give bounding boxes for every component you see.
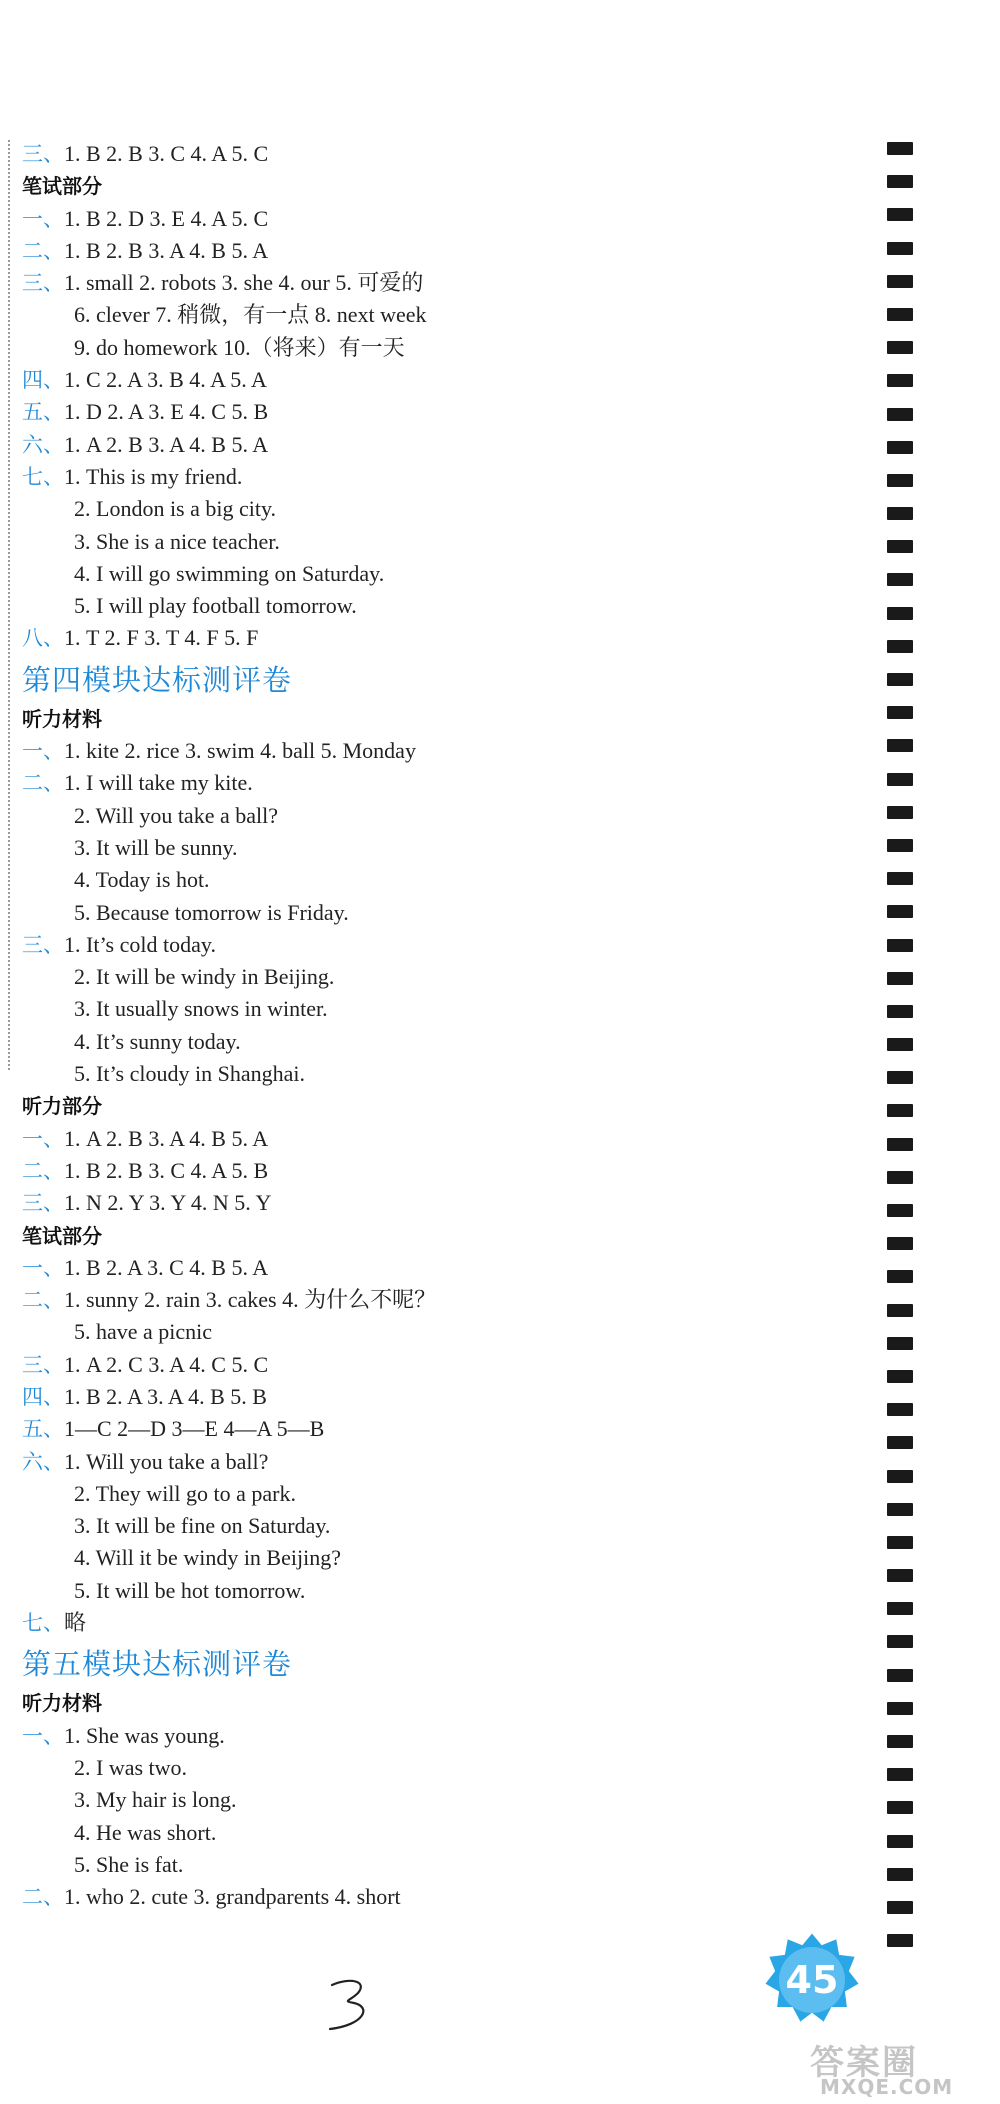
answer-text: 1. It’s cold today. bbox=[64, 931, 216, 957]
part-label: 笔试部分 bbox=[22, 1223, 102, 1248]
answer-line bbox=[22, 1349, 882, 1381]
binding-bar bbox=[887, 1536, 913, 1549]
question-number: 六、 bbox=[22, 432, 64, 457]
answer-line bbox=[22, 1881, 882, 1913]
answer-continuation: 2. I was two. bbox=[74, 1754, 188, 1780]
answer-continuation: 5. It will be hot tomorrow. bbox=[74, 1577, 306, 1603]
page-number: 45 bbox=[785, 1958, 839, 2002]
binding-bar bbox=[887, 1104, 913, 1117]
binding-bar bbox=[887, 1901, 913, 1914]
binding-bar bbox=[887, 540, 913, 553]
binding-bar bbox=[887, 1669, 913, 1682]
binding-bar bbox=[887, 1768, 913, 1781]
question-number: 四、 bbox=[22, 1384, 64, 1409]
binding-bar bbox=[887, 374, 913, 387]
answer-line bbox=[22, 1252, 882, 1284]
part-label: 笔试部分 bbox=[22, 174, 102, 199]
answer-continuation: 3. It will be fine on Saturday. bbox=[74, 1513, 331, 1539]
binding-bar bbox=[887, 1370, 913, 1383]
binding-bar bbox=[887, 1337, 913, 1350]
binding-bar bbox=[887, 1635, 913, 1648]
answer-continuation: 3. It will be sunny. bbox=[74, 834, 238, 860]
answer-text: 1. A 2. B 3. A 4. B 5. A bbox=[64, 1125, 269, 1151]
part-label: 听力材料 bbox=[22, 1691, 102, 1716]
answer-continuation: 3. It usually snows in winter. bbox=[74, 996, 328, 1022]
answer-continuation: 4. It’s sunny today. bbox=[74, 1028, 241, 1054]
answer-line bbox=[22, 735, 882, 767]
answer-continuation: 5. It’s cloudy in Shanghai. bbox=[74, 1061, 305, 1087]
question-number: 四、 bbox=[22, 368, 64, 393]
question-number: 三、 bbox=[22, 1191, 64, 1216]
binding-bar bbox=[887, 839, 913, 852]
answer-line bbox=[22, 267, 882, 299]
answer-line bbox=[22, 364, 882, 396]
answer-text: 1. She was young. bbox=[64, 1722, 225, 1748]
part-label: 听力材料 bbox=[22, 706, 102, 731]
answer-text: 1—C 2—D 3—E 4—A 5—B bbox=[64, 1416, 325, 1442]
answer-line bbox=[22, 622, 882, 654]
question-number: 三、 bbox=[22, 1352, 64, 1377]
answer-line bbox=[22, 1381, 882, 1413]
answer-continuation: 4. He was short. bbox=[74, 1819, 217, 1845]
binding-bar bbox=[887, 1735, 913, 1748]
binding-bar bbox=[887, 1868, 913, 1881]
answer-text: 1. kite 2. rice 3. swim 4. ball 5. Monday bbox=[64, 738, 416, 764]
answer-line bbox=[22, 1446, 882, 1478]
answer-continuation: 9. do homework 10.（将来）有一天 bbox=[74, 334, 405, 360]
binding-bar bbox=[887, 573, 913, 586]
answer-continuation: 4. Will it be windy in Beijing? bbox=[74, 1545, 341, 1571]
binding-bar bbox=[887, 1204, 913, 1217]
answer-line bbox=[22, 1155, 882, 1187]
binding-bar bbox=[887, 1304, 913, 1317]
binding-bar bbox=[887, 706, 913, 719]
question-number: 三、 bbox=[22, 142, 64, 166]
watermark-en: MXQE.COM bbox=[820, 2075, 954, 2099]
binding-bar bbox=[887, 1801, 913, 1814]
binding-bar bbox=[887, 341, 913, 354]
question-number: 二、 bbox=[22, 238, 64, 263]
binding-bar bbox=[887, 1038, 913, 1051]
answer-text: 1. who 2. cute 3. grandparents 4. short bbox=[64, 1884, 401, 1910]
binding-bar bbox=[887, 1702, 913, 1715]
question-number: 二、 bbox=[22, 1288, 64, 1313]
binding-edge-bars bbox=[887, 142, 915, 1967]
site-watermark bbox=[800, 2035, 1000, 2101]
binding-bar bbox=[887, 408, 913, 421]
question-number: 六、 bbox=[22, 1449, 64, 1474]
answer-line bbox=[22, 1413, 882, 1445]
answer-continuation: 5. She is fat. bbox=[74, 1851, 184, 1877]
answer-text: 1. small 2. robots 3. she 4. our 5. 可爱的 bbox=[64, 270, 424, 296]
answer-text: 1. I will take my kite. bbox=[64, 770, 253, 796]
answer-content bbox=[22, 138, 882, 1913]
answer-text: 1. B 2. B 3. C 4. A 5. C bbox=[64, 141, 269, 166]
answer-line bbox=[22, 1720, 882, 1752]
question-number: 一、 bbox=[22, 739, 64, 764]
question-number: 一、 bbox=[22, 1126, 64, 1151]
binding-bar bbox=[887, 806, 913, 819]
binding-bar bbox=[887, 142, 913, 155]
binding-bar bbox=[887, 905, 913, 918]
answer-continuation: 2. Will you take a ball? bbox=[74, 802, 278, 828]
binding-bar bbox=[887, 1005, 913, 1018]
binding-bar bbox=[887, 275, 913, 288]
answer-continuation: 5. have a picnic bbox=[74, 1319, 213, 1345]
answer-continuation: 4. Today is hot. bbox=[74, 867, 210, 893]
section-title: 第四模块达标测评卷 bbox=[22, 662, 293, 697]
answer-line bbox=[22, 1123, 882, 1155]
binding-bar bbox=[887, 1071, 913, 1084]
binding-bar bbox=[887, 441, 913, 454]
binding-bar bbox=[887, 208, 913, 221]
binding-bar bbox=[887, 607, 913, 620]
question-number: 二、 bbox=[22, 771, 64, 796]
section-title: 第五模块达标测评卷 bbox=[22, 1647, 293, 1682]
answer-text: 1. B 2. A 3. A 4. B 5. B bbox=[64, 1383, 267, 1409]
binding-bar bbox=[887, 1503, 913, 1516]
handwritten-mark bbox=[320, 1975, 400, 2035]
answer-text: 1. A 2. B 3. A 4. B 5. A bbox=[64, 431, 269, 457]
answer-text: 1. B 2. B 3. C 4. A 5. B bbox=[64, 1157, 269, 1183]
answer-text: 1. B 2. A 3. C 4. B 5. A bbox=[64, 1254, 269, 1280]
binding-bar bbox=[887, 1171, 913, 1184]
question-number: 八、 bbox=[22, 626, 64, 651]
answer-line bbox=[22, 929, 882, 961]
binding-bar bbox=[887, 1270, 913, 1283]
answer-text: 1. A 2. C 3. A 4. C 5. C bbox=[64, 1351, 269, 1377]
answer-line bbox=[22, 1284, 882, 1316]
answer-continuation: 6. clever 7. 稍微，有一点 8. next week bbox=[74, 302, 427, 328]
answer-text: 1. Will you take a ball? bbox=[64, 1448, 269, 1474]
answer-line bbox=[22, 235, 882, 267]
answer-text: 1. B 2. B 3. A 4. B 5. A bbox=[64, 237, 269, 263]
answer-continuation: 3. My hair is long. bbox=[74, 1787, 237, 1813]
question-number: 一、 bbox=[22, 206, 64, 231]
binding-bar bbox=[887, 1436, 913, 1449]
binding-bar bbox=[887, 939, 913, 952]
answer-text: 1. B 2. D 3. E 4. A 5. C bbox=[64, 205, 269, 231]
question-number: 一、 bbox=[22, 1723, 64, 1748]
binding-bar bbox=[887, 1934, 913, 1947]
question-number: 二、 bbox=[22, 1885, 64, 1910]
binding-bar bbox=[887, 1237, 913, 1250]
answer-text: 1. sunny 2. rain 3. cakes 4. 为什么不呢？ bbox=[64, 1287, 437, 1313]
answer-line bbox=[22, 203, 882, 235]
question-number: 三、 bbox=[22, 932, 64, 957]
answer-text: 略 bbox=[64, 1610, 87, 1636]
answer-line bbox=[22, 1607, 882, 1639]
binding-bar bbox=[887, 474, 913, 487]
answer-text: 1. T 2. F 3. T 4. F 5. F bbox=[64, 625, 259, 651]
answer-text: 1. D 2. A 3. E 4. C 5. B bbox=[64, 399, 269, 425]
answer-continuation: 5. Because tomorrow is Friday. bbox=[74, 899, 349, 925]
binding-bar bbox=[887, 1602, 913, 1615]
answer-line bbox=[22, 767, 882, 799]
answer-continuation: 4. I will go swimming on Saturday. bbox=[74, 560, 385, 586]
question-number: 二、 bbox=[22, 1158, 64, 1183]
question-number: 三、 bbox=[22, 271, 64, 296]
question-number: 五、 bbox=[22, 400, 64, 425]
answer-text: 1. C 2. A 3. B 4. A 5. A bbox=[64, 367, 267, 393]
answer-continuation: 2. London is a big city. bbox=[74, 496, 277, 522]
binding-bar bbox=[887, 640, 913, 653]
binding-bar bbox=[887, 972, 913, 985]
page-number-badge bbox=[762, 1930, 862, 2030]
watermark-cn: 答案圈 bbox=[810, 2043, 918, 2083]
answer-continuation: 2. It will be windy in Beijing. bbox=[74, 964, 335, 990]
binding-bar bbox=[887, 507, 913, 520]
binding-bar bbox=[887, 673, 913, 686]
binding-bar bbox=[887, 1835, 913, 1848]
binding-bar bbox=[887, 773, 913, 786]
answer-line bbox=[22, 396, 882, 428]
binding-dotted-line bbox=[8, 140, 10, 1070]
answer-continuation: 3. She is a nice teacher. bbox=[74, 528, 280, 554]
question-number: 七、 bbox=[22, 1611, 64, 1636]
answer-text: 1. N 2. Y 3. Y 4. N 5. Y bbox=[64, 1190, 272, 1216]
binding-bar bbox=[887, 872, 913, 885]
answer-line bbox=[22, 138, 882, 170]
question-number: 七、 bbox=[22, 464, 64, 489]
binding-bar bbox=[887, 739, 913, 752]
answer-line bbox=[22, 1187, 882, 1219]
question-number: 一、 bbox=[22, 1255, 64, 1280]
binding-bar bbox=[887, 242, 913, 255]
binding-bar bbox=[887, 308, 913, 321]
question-number: 五、 bbox=[22, 1417, 64, 1442]
answer-line bbox=[22, 461, 882, 493]
binding-bar bbox=[887, 175, 913, 188]
answer-text: 1. This is my friend. bbox=[64, 463, 243, 489]
answer-continuation: 2. They will go to a park. bbox=[74, 1480, 296, 1506]
binding-bar bbox=[887, 1403, 913, 1416]
answer-continuation: 5. I will play football tomorrow. bbox=[74, 593, 357, 619]
answer-line bbox=[22, 429, 882, 461]
binding-bar bbox=[887, 1569, 913, 1582]
part-label: 听力部分 bbox=[22, 1094, 102, 1119]
binding-bar bbox=[887, 1470, 913, 1483]
binding-bar bbox=[887, 1138, 913, 1151]
